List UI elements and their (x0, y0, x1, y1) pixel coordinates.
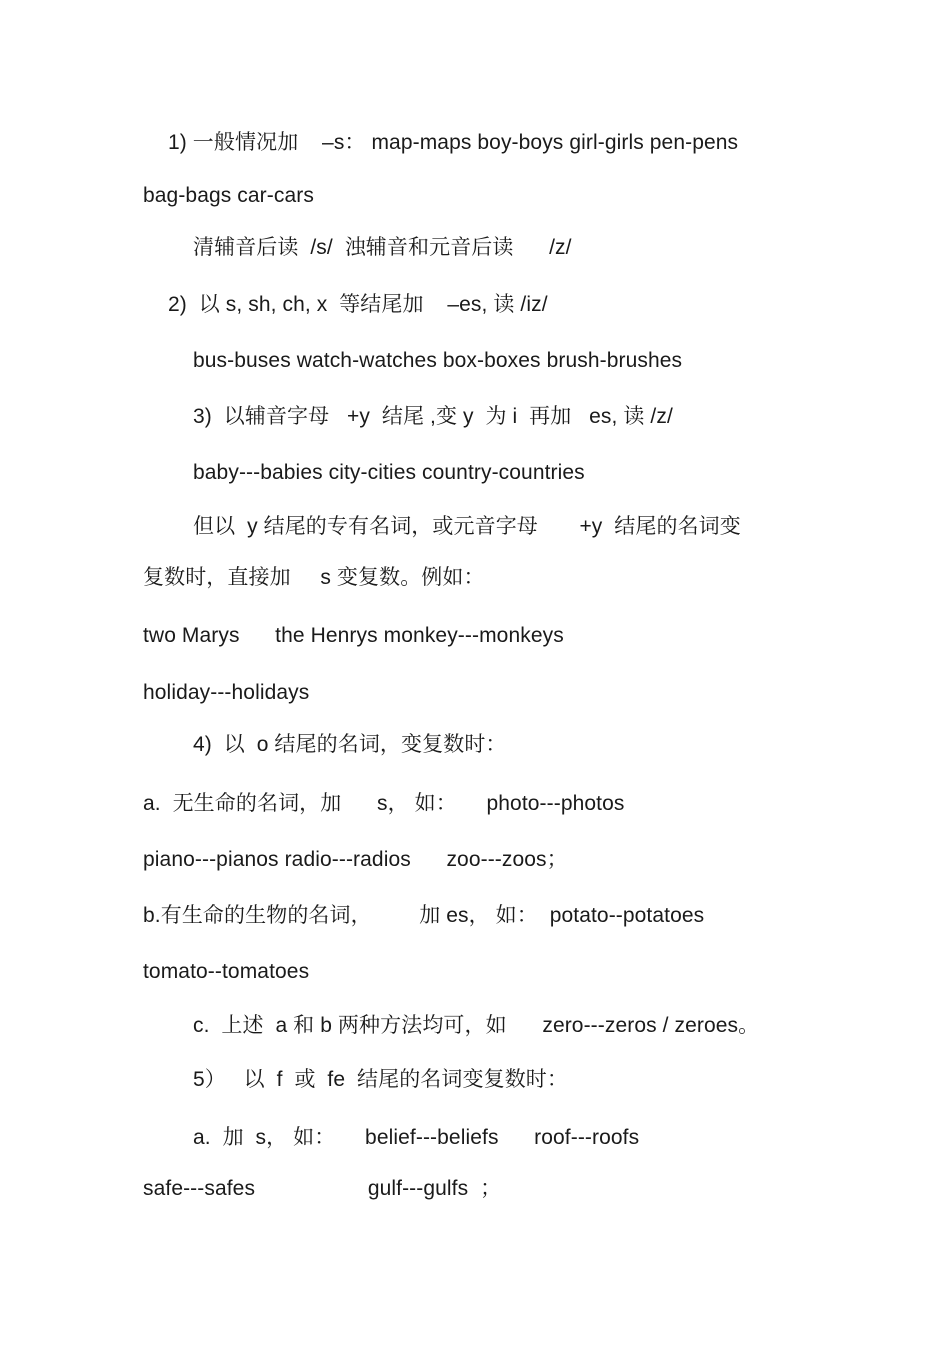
rule-4c-line: c. 上述 a 和 b 两种方法均可，如 zero---zeros / zeroes。 (193, 1014, 760, 1037)
rule-3-exception-examples: two Marys the Henrys monkey---monkeys (143, 624, 564, 647)
rule-3-exception-cont: 复数时，直接加 s 变复数。例如： (143, 566, 485, 589)
rule-1-line: 1) 一般情况加 –s： map-maps boy-boys girl-girls pen-pens (168, 131, 739, 154)
rule-4a-examples: piano---pianos radio---radios zoo---zoos； (143, 848, 568, 871)
rule-3-exception-examples-cont: holiday---holidays (143, 681, 310, 704)
rule-3-exception: 但以 y 结尾的专有名词，或元音字母 +y 结尾的名词变 (193, 515, 741, 538)
rule-4a-line: a. 无生命的名词，加 s， 如： photo---photos (143, 792, 625, 815)
rule-4-line: 4) 以 o 结尾的名词，变复数时： (193, 733, 507, 756)
rule-2-examples: bus-buses watch-watches box-boxes brush-brushes (193, 349, 683, 372)
rule-4b-examples: tomato--tomatoes (143, 960, 310, 983)
rule-4b-line: b.有生命的生物的名词， 加 es， 如： potato--potatoes (143, 904, 705, 927)
rule-5a-examples: safe---safes gulf---gulfs ； (143, 1177, 502, 1200)
rule-1-examples-cont: bag-bags car-cars (143, 184, 314, 207)
rule-2-line: 2) 以 s, sh, ch, x 等结尾加 –es, 读 /iz/ (168, 293, 548, 316)
rule-5-line: 5） 以 f 或 fe 结尾的名词变复数时： (193, 1068, 569, 1091)
rule-3-line: 3) 以辅音字母 +y 结尾 ,变 y 为 i 再加 es, 读 /z/ (193, 405, 673, 428)
rule-5a-line: a. 加 s， 如： belief---beliefs roof---roofs (193, 1126, 640, 1149)
rule-1-pronunciation: 清辅音后读 /s/ 浊辅音和元音后读 /z/ (193, 236, 572, 259)
rule-3-examples: baby---babies city-cities country-countries (193, 461, 585, 484)
